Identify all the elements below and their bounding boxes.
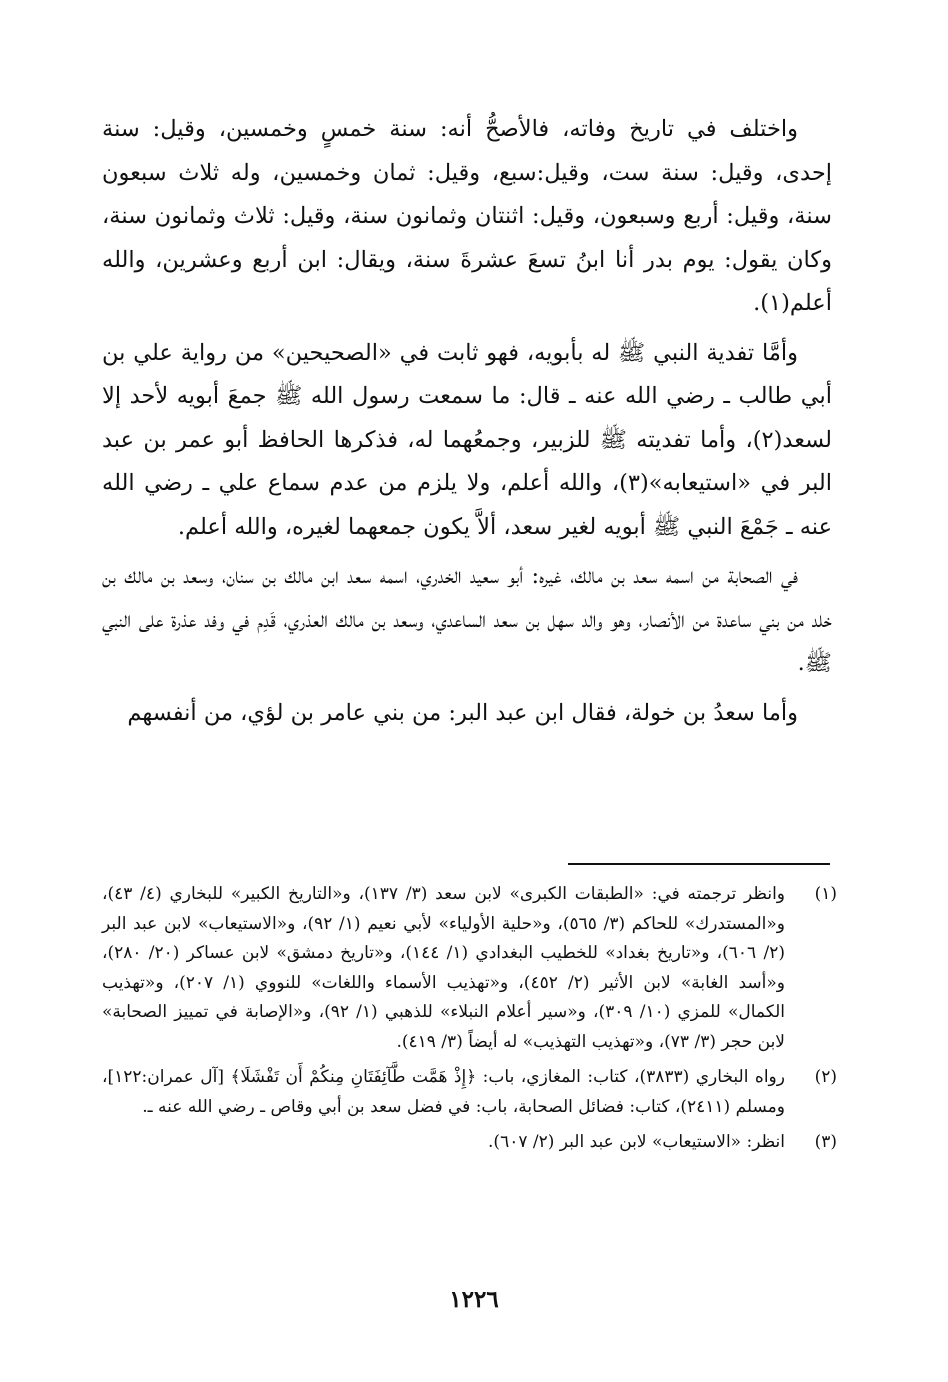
paragraph-death-date: واختلف في تاريخ وفاته، فالأصحُّ أنه: سنة خمسٍ وخمسين، وقيل: سنة إحدى، وقيل: سنة ست، وقيل:سبع، وقيل: ثمان وخمسين، وله ثلاث سبعون سنة، وقيل: أربع وسبعون، وقيل: اثنتان وثمانون سنة، وقيل: ثلاث وثمانون سنة، وكان يقول: يوم بدر أنا ابنُ تسعَ عشرةَ سنة، ويقال: ابن أربع وعشرين، والله أعلم(١). (102, 116, 832, 316)
paragraph-saad-bin-khawla: وأما سعدُ بن خولة، فقال ابن عبد البر: من بني عامر بن لؤي، من أنفسهم (127, 699, 798, 726)
paragraph-namesakes: في الصحابة من اسمه سعد بن مالك، غيره: أبو سعيد الخدري، اسمه سعد ابن مالك بن سنان، وسعد بن مالك بن خلد من بني ساعدة من الأنصار، وهو والد سهل بن سعد الساعدي، وسعد بن مالك العذري، قَدِم في وفد عذرة على النبي ﷺ. (102, 563, 832, 676)
paragraph-tafdiya: وأمَّا تفدية النبي ﷺ له بأبويه، فهو ثابت في «الصحيحين» من رواية علي بن أبي طالب ـ رضي الله عنه ـ قال: ما سمعت رسول الله ﷺ جمعَ أبويه لأحد إلا لسعد(٢)، وأما تفديته ﷺ للزبير، وجمعُهما له، فذكرها الحافظ أبو عمر بن عبد البر في «استيعابه»(٣)، والله أعلم، ولا يلزم من عدم سماع علي ـ رضي الله عنه ـ جَمْعَ النبي ﷺ أبويه لغير سعد، ألاَّ يكون جمعهما لغيره، والله أعلم. (102, 339, 832, 540)
footnote-number: (٣) (814, 1132, 837, 1152)
footnote-number: (٢) (814, 1067, 837, 1087)
page-number: ١٢٢٦ (449, 1286, 499, 1313)
footnote-text: رواه البخاري (٣٨٣٣)، كتاب: المغازي، باب: ﴿إِذْ هَمَّت طَّآئِفَتَانِ مِنكُمْ أَن تَفْشَلَا﴾ [آل عمران:١٢٢]، ومسلم (٢٤١١)، كتاب: فضائل الصحابة، باب: في فضل سعد بن أبي وقاص ـ رضي الله عنه ـ. (102, 1067, 785, 1117)
footnote-2 (102, 1063, 837, 1122)
footnotes (102, 880, 837, 1164)
footnote-text: وانظر ترجمته في: «الطبقات الكبرى» لابن سعد (٣/ ١٣٧)، و«التاريخ الكبير» للبخاري (٤/ ٤٣)، و«المستدرك» للحاكم (٣/ ٥٦٥)، و«حلية الأولياء» لأبي نعيم (١/ ٩٢)، و«الاستيعاب» لابن عبد البر (٢/ ٦٠٦)، و«تاريخ بغداد» للخطيب البغدادي (١/ ١٤٤)، و«تاريخ دمشق» لابن عساكر (٢٠/ ٢٨٠)، و«أسد الغابة» لابن الأثير (٢/ ٤٥٢)، و«تهذيب الأسماء واللغات» للنووي (١/ ٢٠٧)، و«تهذيب الكمال» للمزي (١٠/ ٣٠٩)، و«سير أعلام النبلاء» للذهبي (١/ ٩٢)، و«الإصابة في تمييز الصحابة» لابن حجر (٣/ ٧٣)، و«تهذيب التهذيب» له أيضاً (٣/ ٤١٩). (102, 884, 786, 1052)
main-text (102, 108, 832, 741)
footnote-3 (102, 1128, 837, 1158)
footnote-text: انظر: «الاستيعاب» لابن عبد البر (٢/ ٦٠٧). (488, 1132, 785, 1152)
footnote-1 (102, 880, 837, 1057)
footnote-divider (568, 863, 830, 865)
footnote-number: (١) (814, 884, 837, 904)
